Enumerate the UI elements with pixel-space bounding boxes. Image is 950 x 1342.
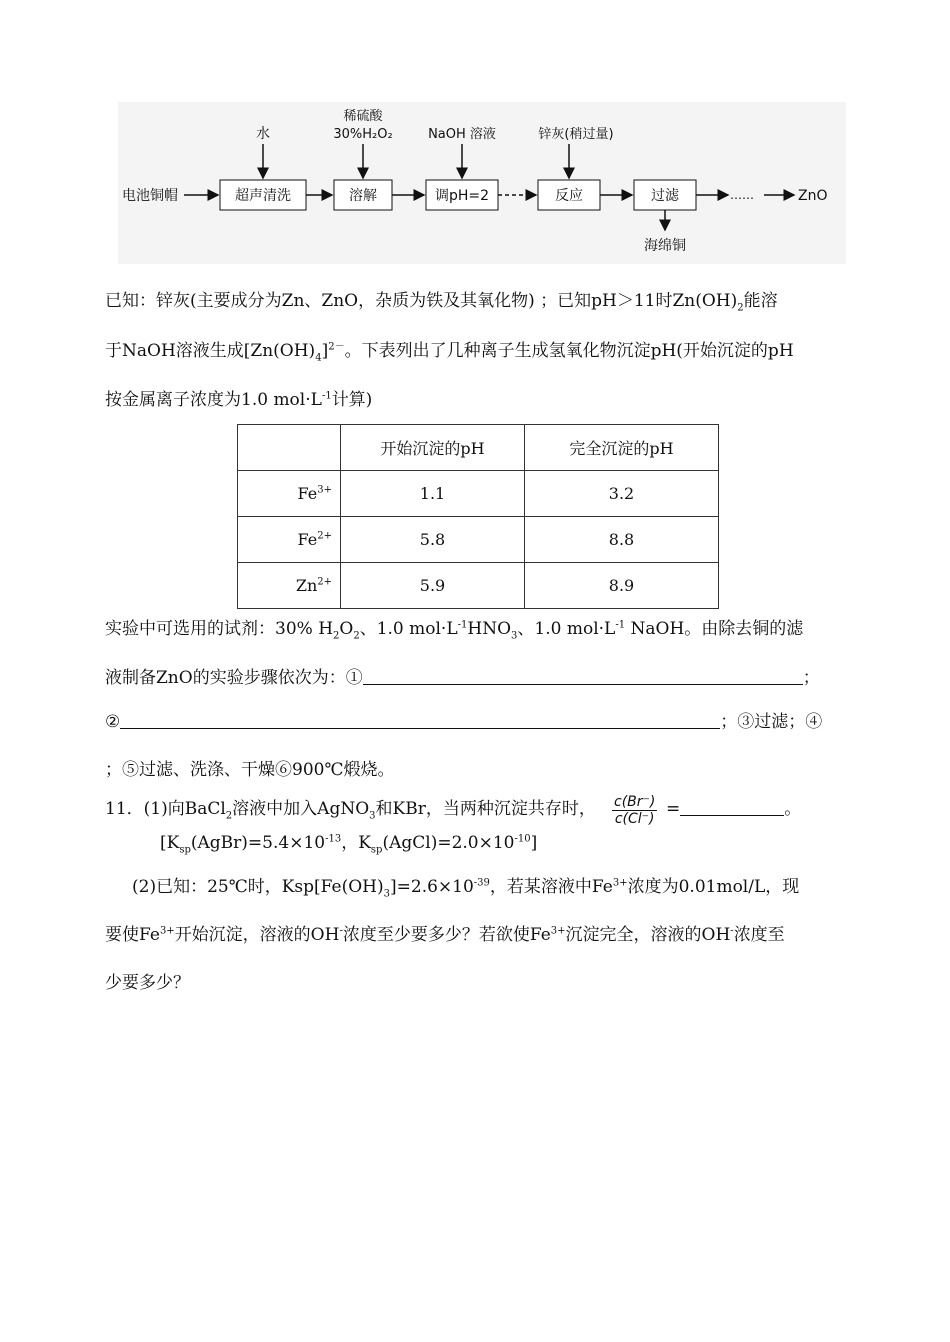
ion-cell: $Fe^{3+}$ [238,471,341,517]
end-ph-cell: 8.9 [525,563,719,609]
q11-answer: = 。 [666,799,802,819]
input-water: 水 [256,126,270,142]
flow-start: 电池铜帽 [122,188,178,204]
table-header-cell [238,425,341,471]
step-label-2: 溶解 [349,188,377,204]
ion-cell: $Fe^{2+}$ [238,517,341,563]
answer-blank-1[interactable] [363,668,803,685]
start-ph-cell: 5.8 [341,517,525,563]
input-naoh: NaOH 溶液 [428,127,496,142]
step-label-4: 反应 [555,188,583,204]
steps-line-2: ② ；③过滤；④ [105,712,823,732]
q11-part2-line-1: (2)已知：25℃时，$Ksp[Fe(OH)_3]=2.6\times 10^{-39}$，若某溶液中$Fe^{3+}$浓度为0.01mol/L，现 [132,877,800,900]
input-sulfuric-acid: 稀硫酸 [343,109,383,124]
table-header-cell: 开始沉淀的pH [341,425,525,471]
precipitation-ph-table [237,424,719,609]
q11-part2-line-3: 少要多少？ [105,973,190,993]
known-line-2: 于NaOH溶液生成$[Zn(OH)_4]^{2-}$。下表列出了几种离子生成氢氧化物沉淀pH(开始沉淀的pH [105,341,794,364]
table-row [238,563,719,609]
step-label-3: 调pH=2 [434,188,490,204]
table-header-row [238,425,719,471]
known-line-1: 已知：锌灰(主要成分为Zn、ZnO，杂质为铁及其氧化物) ；已知pH＞11时$Zn(OH)_2$能溶 [105,291,778,314]
concentration-ratio-fraction: $\frac{c(Br^-)}{c(Cl^-)}$ [614,794,656,827]
flow-end: ZnO [798,188,828,204]
ion-cell: $Zn^{2+}$ [238,563,341,609]
ksp-line: [$K_{sp}(AgBr)=5.4\times 10^{-13}$，$K_{sp}(AgCl)=2.0\times 10^{-10}$] [160,833,538,856]
input-h2o2: 30%H₂O₂ [333,127,393,142]
input-zinc-ash: 锌灰(稍过量) [538,127,614,142]
start-ph-cell: 5.9 [341,563,525,609]
q11-part2-line-2: 要使$Fe^{3+}$开始沉淀，溶液的OH-浓度至少要多少？若欲使$Fe^{3+}$沉淀完全，溶液的OH-浓度至 [105,925,785,945]
q11-part1-line: 11．(1)向BaCl$_2$溶液中加入AgNO$_3$和KBr，当两种沉淀共存时， [105,799,596,822]
step-label-1: 超声清洗 [235,188,291,204]
end-ph-cell: 3.2 [525,471,719,517]
side-output: 海绵铜 [644,238,686,254]
flow-svg [118,102,846,264]
flow-dots: …… [730,188,754,202]
table-row [238,471,719,517]
steps-line-3: ；⑤过滤、洗涤、干燥⑥900℃煅烧。 [105,760,395,780]
reagents-line: 实验中可选用的试剂：30% $H_2O_2$、1.0 $mol\cdot L^{-1}HNO_3$、1.0 $mol\cdot L^{-1}$ NaOH。由除去铜的滤 [105,619,804,642]
end-ph-cell: 8.8 [525,517,719,563]
step-label-5: 过滤 [651,188,679,204]
process-flow-diagram [118,102,846,264]
steps-line-1: 液制备ZnO的实验步骤依次为：① ； [105,668,820,688]
known-line-3: 按金属离子浓度为1.0 $mol\cdot L^{-1}$计算) [105,390,373,410]
start-ph-cell: 1.1 [341,471,525,517]
table-header-cell: 完全沉淀的pH [525,425,719,471]
answer-blank-3[interactable] [680,799,784,816]
table-row [238,517,719,563]
answer-blank-2[interactable] [120,712,720,729]
